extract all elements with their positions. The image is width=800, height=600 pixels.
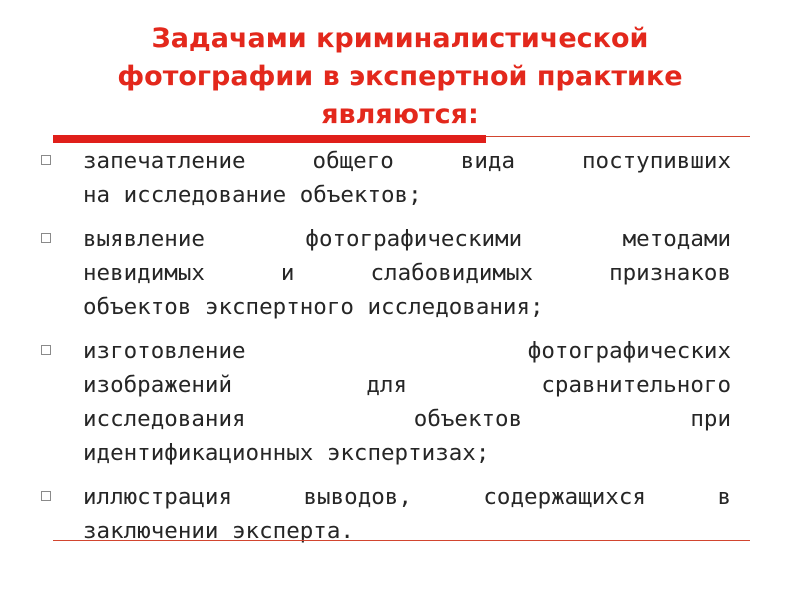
list-item-text <box>83 222 731 324</box>
list-item <box>0 222 800 324</box>
slide-title <box>40 20 760 134</box>
title-accent-bar <box>53 135 486 143</box>
list-item-line: идентификационных экспертизах; <box>83 440 490 466</box>
list-item-line: изготовление фотографических <box>83 338 731 364</box>
tasks-list <box>0 144 800 558</box>
list-item-line: заключении эксперта. <box>83 518 354 544</box>
list-item <box>0 144 800 212</box>
list-item <box>0 334 800 470</box>
list-item-line: изображений для сравнительного <box>83 372 731 398</box>
slide-title-line: фотографии в экспертной практике <box>117 61 683 92</box>
list-item-line: объектов экспертного исследования; <box>83 294 544 320</box>
slide-title-line: Задачами криминалистической <box>151 23 649 54</box>
list-item-line: исследования объектов при <box>83 406 731 432</box>
list-item-line: запечатление общего вида поступивших <box>83 148 731 174</box>
list-item <box>0 480 800 548</box>
list-item-line: иллюстрация выводов, содержащихся в <box>83 484 731 510</box>
hollow-square-bullet-icon <box>41 491 51 501</box>
list-item-line: выявление фотографическими методами <box>83 226 731 252</box>
hollow-square-bullet-icon <box>41 233 51 243</box>
list-item-line: невидимых и слабовидимых признаков <box>83 260 731 286</box>
list-item-text <box>83 480 731 548</box>
list-item-line: на исследование объектов; <box>83 182 422 208</box>
hollow-square-bullet-icon <box>41 345 51 355</box>
hollow-square-bullet-icon <box>41 155 51 165</box>
list-item-text <box>83 144 731 212</box>
slide-title-line: являются: <box>321 99 479 130</box>
list-item-text <box>83 334 731 470</box>
bottom-divider-line <box>53 540 750 541</box>
